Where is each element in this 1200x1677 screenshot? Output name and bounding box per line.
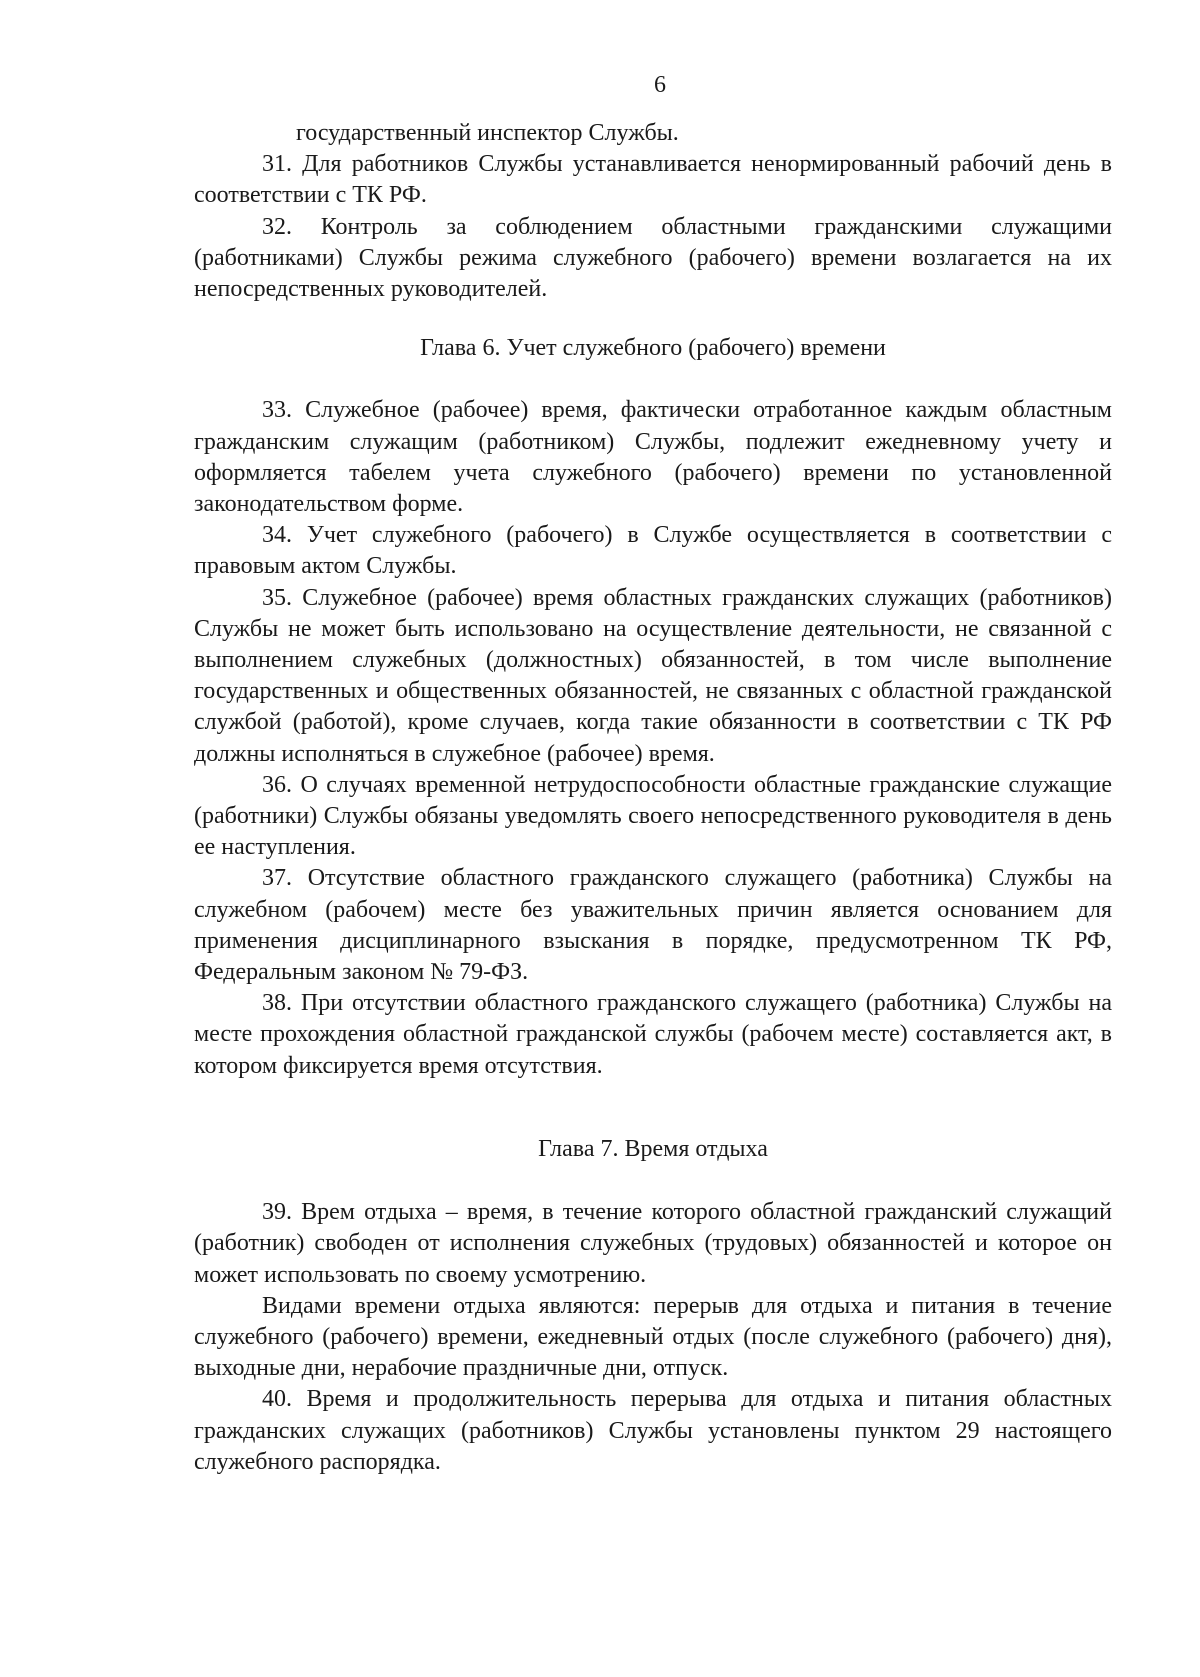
paragraph-39: 39. Врем отдыха – время, в течение которого областной гражданский служащий (работник) свободен от исполнения служебных (трудовых) обязанностей и которое он может использовать по своему усмотрению.: [194, 1199, 1112, 1288]
document-body: [194, 118, 1112, 1478]
paragraph-36: 36. О случаях временной нетрудоспособности областные гражданские служащие (работники) Службы обязаны уведомлять своего непосредственного руководителя в день ее наступления.: [194, 771, 1112, 861]
paragraph-35: 35. Служебное (рабочее) время областных гражданских служащих (работников) Службы не может быть использовано на осуществление деятельности, не связанной с выполнением служебных (должностных) обязанностей, в том числе выполнение государственных и общественных обязанностей, не связанных с областной гражданской службой (работой), кроме случаев, когда такие обязанности в соответствии с ТК РФ должны исполняться в служебное (рабочее) время.: [194, 584, 1112, 767]
paragraph-40: 40. Время и продолжительность перерыва для отдыха и питания областных гражданских служащих (работников) Службы установлены пунктом 29 настоящего служебного распорядка.: [194, 1386, 1112, 1475]
paragraph-continuation: государственный инспектор Службы.: [296, 120, 679, 146]
page-number: 6: [654, 72, 666, 98]
paragraph-33: 33. Служебное (рабочее) время, фактически отработанное каждым областным гражданским служащим (работником) Службы, подлежит ежедневному учету и оформляется табелем учета служебного (рабочего) времени по установленной законодательством форме.: [194, 397, 1112, 518]
paragraph-39-types: Видами времени отдыха являются: перерыв для отдыха и питания в течение служебного (рабочего) времени, ежедневный отдых (после служебного (рабочего) дня), выходные дни, нерабочие праздничные дни, отпуск.: [194, 1292, 1112, 1382]
paragraph-37: 37. Отсутствие областного гражданского служащего (работника) Службы на служебном (рабочем) месте без уважительных причин является основанием для применения дисциплинарного взыскания в порядке, предусмотренном ТК РФ, Федеральным законом № 79-ФЗ.: [194, 865, 1112, 986]
chapter-6-heading: Глава 6. Учет служебного (рабочего) времени: [420, 335, 886, 362]
paragraph-31: 31. Для работников Службы устанавливается ненормированный рабочий день в соответствии с ТК РФ.: [194, 151, 1112, 209]
paragraph-34: 34. Учет служебного (рабочего) в Службе осуществляется в соответствии с правовым актом Службы.: [194, 522, 1112, 580]
paragraph-38: 38. При отсутствии областного гражданского служащего (работника) Службы на месте прохождения областной гражданской службы (рабочем месте) составляется акт, в котором фиксируется время отсутствия.: [194, 990, 1112, 1079]
paragraph-32: 32. Контроль за соблюдением областными гражданскими служащими (работниками) Службы режима служебного (рабочего) времени возлагается на их непосредственных руководителей.: [194, 213, 1112, 303]
chapter-7-heading: Глава 7. Время отдыха: [538, 1135, 768, 1162]
